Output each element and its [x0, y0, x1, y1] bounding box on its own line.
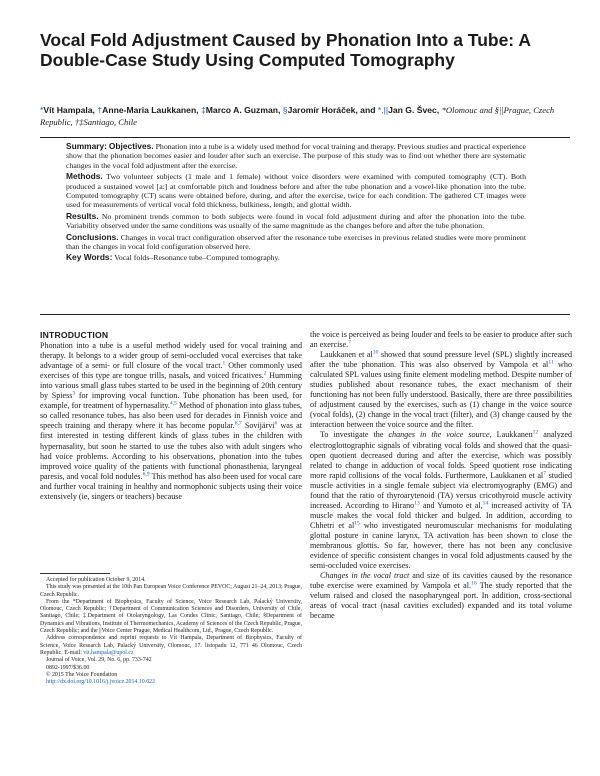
- section-heading: INTRODUCTION: [40, 330, 109, 340]
- paragraph: Changes in the vocal tract and size of its cavities caused by the resonance tube exercise were examined by Vampola et al.$^{16}$ The study reported that the velum raised and closed the nasopharyngeal port. In addition, cross-sectional areas of vocal tract (nasal cavities excluded) expanded and its total volume became: [310, 571, 573, 621]
- results-label: Results.: [66, 210, 99, 221]
- affiliation: †‡Santiago, Chile: [74, 116, 137, 127]
- citation[interactable]: 6,9: [142, 470, 150, 477]
- keywords-text: Vocal folds–Resonance tube–Computed tomography.: [114, 253, 280, 263]
- methods-label: Methods.: [66, 171, 103, 182]
- author-name: Marco A. Guzman,: [205, 105, 283, 115]
- author-name: Jan G. Švec,: [388, 105, 442, 115]
- author-name: Anne-Maria Laukkanen,: [102, 105, 201, 115]
- accepted-note: Accepted for publication October 9, 2014.: [46, 577, 146, 583]
- citation[interactable]: 15: [354, 520, 360, 527]
- correspondence-note: Address correspondence and reprint requests to Vít Hampala, Department of Biophysics, Faculty of Science, Voice Research Lab, Palacký University, Olomouc, 17. listopadu 12, 771 46 Olomouc, Czech Republic. E-mail: vit.hampala@upol.cz: [40, 635, 302, 656]
- keywords-label: Key Words:: [66, 252, 113, 263]
- right-column: [310, 330, 572, 621]
- abstract: [66, 142, 526, 265]
- citation[interactable]: 2: [263, 370, 267, 377]
- abstract-objectives: [66, 142, 526, 170]
- abstract-keywords: [66, 253, 526, 262]
- citation[interactable]: 16: [471, 580, 477, 587]
- objectives-label: Objectives.: [108, 141, 154, 151]
- journal-info: Journal of Voice, Vol. 29, No. 6, pp. 733-742: [46, 657, 152, 664]
- affiliation: *Olomouc and: [441, 105, 495, 115]
- left-column: [40, 330, 302, 502]
- author-marker: §: [282, 105, 288, 115]
- footnote-rule: [40, 573, 110, 574]
- abstract-conclusions: [66, 233, 526, 252]
- citation[interactable]: 1: [222, 360, 226, 367]
- results-text: No prominent trends common to both subjects were found in vocal fold adjustment during and after the phonation into the tube. Variability observed under the same conditions was usually of the same magnitude as the changes before and after the tube phonation.: [66, 211, 527, 231]
- paragraph: the voice is perceived as being louder and feels to be easier to produce after such an exercise.$^7$: [310, 330, 572, 350]
- author-marker: †: [97, 105, 103, 115]
- author-marker: *,||: [377, 105, 389, 115]
- citation[interactable]: 3: [72, 390, 76, 397]
- author-name: Jaromír Horáček, and: [287, 105, 378, 115]
- author-list: [40, 105, 570, 128]
- citation[interactable]: 4,5: [169, 400, 177, 407]
- objectives-text: Phonation into a tube is a widely used method for vocal training and therapy. Previous studies and practical experience show that the phonation becomes easier and louder after such an exercise. The purpose of this study was to find out whether there are systematic changes in the vocal fold adjustment after the exercise.: [66, 142, 526, 170]
- author-name: Vít Hampala,: [43, 105, 98, 115]
- article-title: Vocal Fold Adjustment Caused by Phonation Into a Tube: A Double-Case Study Using Computed Tomography: [40, 30, 531, 70]
- author-marker: *: [40, 105, 44, 115]
- conclusions-text: Changes in vocal tract configuration observed after the resonance tube exercises in previous related studies were more prominent than the changes in vocal fold configuration observed here.: [66, 232, 526, 252]
- citation[interactable]: 7: [348, 339, 351, 346]
- citation[interactable]: 12: [532, 429, 539, 436]
- presented-note: This study was presented at the 10th Pan European Voice Conference PEVOC; August 21–24, 2013; Prague, Czech Republic.: [40, 584, 302, 598]
- summary-label: Summary:: [66, 141, 107, 151]
- paragraph: To investigate the changes in the voice source, Laukkanen$^{12}$ analyzed electroglottographic signals of vibrating vocal folds and showed that the quasi-open quotient decreased during and after the exercise, which was possibly related to change in adduction of vocal folds. Speed quotient rose indicating more rapid collisions of the vocal folds. Furthermore, Laukkanen et $al^7$ studied muscle activities in a single female subject via electromyography (EMG) and found that the ratio of thyroarytenoid (TA) versus cricothyroid muscle activity increased. According to Hirano$^{13}$ and Yumoto et al,$^{14}$ increased activity of TA muscle makes the vocal fold thicker and bulged. In addition, according to Chhetri et $al^{15}$ who investigated neuromuscular mechanisms for modulating glottal posture in canine larynx, TA activation has been shown to close the membranous glottis. So far, however, there has not been any conclusive evidence of specific consistent changes in vocal fold adjustments caused by the semi-occluded voice exercises.: [310, 429, 573, 571]
- abstract-methods: [66, 172, 526, 210]
- abstract-top-rule: [40, 137, 570, 138]
- citation[interactable]: 14: [482, 500, 489, 507]
- methods-text: Two volunteer subjects (1 male and 1 female) without voice disorders were examined with computed tomography (CT). Both produced a sustained vowel [a:] at comfortable pitch and loudness before and after the tube phonation and a vowel-like phonation into the tube. Computed tomography (CT) scans were obtained before, during, and after the exercise, twice for each condition. The gathered CT images were used for measurements of vertical vocal fold thickness, bulkiness, length, and glottal width.: [66, 172, 527, 210]
- paragraph: Phonation into a tube is a useful method widely used for vocal training and therapy. It belongs to a wider group of semi-occluded vocal exercises that take advantage of a semi- or full closure of the vocal tract.$^1$ Other commonly used exercises of this type are tongue trills, nasals, and voiced fricatives.$^2$ Humming into various small glass tubes started to be used in the beginning of 20th century by Spiess$^3$ for improving vocal function. Tube phonation has been used, for example, for treatment of hypernasality.$^{4,5}$ Method of phonation into glass tubes, so called resonance tubes, has also been used for decades in Finnish voice and speech training and therapy where it has become popular.$^{6,7}$ Sovijärvi$^6$ was at first interested in testing different kinds of glass tubes in the children with hypernasality, but soon he started to use the tubes also with adult singers who had voice problems. According to his observations, phonation into the tubes improved voice quality of the patients with functional phonasthenia, laryngeal paresis, and vocal fold nodules.$^{6,9}$ This method has also been used for vocal care and further vocal training in healthy and normophonic subjects using their voice extensively (ie, singers or teachers) because: [40, 341, 303, 501]
- footnotes: [40, 577, 302, 686]
- author-marker: ‡: [200, 105, 206, 115]
- abstract-bottom-rule: [40, 314, 570, 315]
- abstract-results: [66, 212, 526, 231]
- citation[interactable]: 13: [414, 500, 420, 507]
- email-link[interactable]: vit.hampala@upol.cz: [83, 649, 134, 656]
- citation[interactable]: 6,7: [234, 420, 242, 427]
- citation[interactable]: 7: [543, 469, 546, 476]
- affiliations-note: From the *Department of Biophysics, Faculty of Science, Voice Research Lab, Palacký University, Olomouc, Czech Republic; †Department of Communication Sciences and Disorders, University of Chile, Santiago, Chile; ‡Department of Otolaryngology, Las Condes Clinic, Santiago, Chile; §Department of Dynamics and Vibrations, Institute of Thermomechanics, Academy of Sciences of the Czech Republic, Prague, Czech Republic; and the ||Voice Center Prague, Medical Healthcom, Ltd., Prague, Czech Republic.: [40, 598, 302, 635]
- doi-link[interactable]: http://dx.doi.org/10.1016/j.jvoice.2014.10.022: [46, 679, 156, 686]
- affiliation: §||Prague, Czech Republic,: [40, 105, 555, 127]
- citation[interactable]: 6: [274, 420, 278, 427]
- issn: 0892-1997/$36.00: [46, 664, 90, 671]
- conclusions-label: Conclusions.: [66, 231, 119, 242]
- paragraph: Laukkanen et $al^{10}$ showed that sound pressure level (SPL) slightly increased after the tube phonation. This was also observed by Vampola et $al^{11}$ who calculated SPL values using finite element modeling method. Despite number of studies published about resonance tubes, the exact mechanism of their functioning has not been fully understood. Basically, there are three possibilities of adjustment caused by the exercises, such as (1) change in the voice source (vocal folds), (2) change in the vocal tract (filter), and (3) change caused by the interaction between the voice source and the filter.: [310, 349, 572, 430]
- citation[interactable]: 10: [372, 349, 379, 356]
- citation[interactable]: 11: [548, 359, 554, 366]
- copyright: © 2015 The Voice Foundation: [46, 671, 118, 678]
